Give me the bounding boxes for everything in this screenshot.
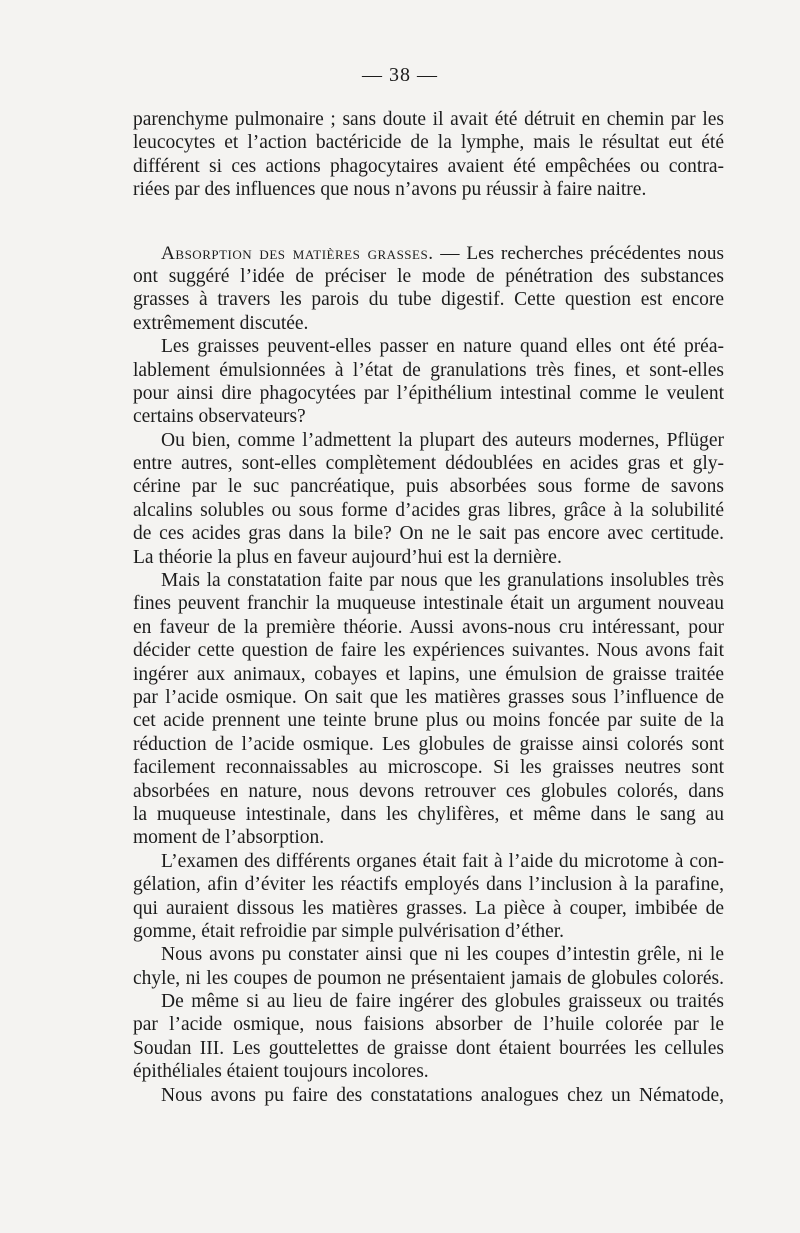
paragraph-7 (133, 990, 724, 1084)
section-absorption (133, 242, 724, 336)
text-line: Nous avons pu faire des constatations analogues chez un Nématode, (161, 1084, 724, 1106)
text-line: grasses à travers les parois du tube digestif. Cette question est encore (133, 289, 724, 311)
text-line: absorbées en nature, nous devons retrouver ces globules colorés, dans (133, 780, 724, 802)
text-line: cet acide prennent une teinte brune plus ou moins foncée par suite de la (133, 710, 724, 732)
text-line: gélation, afin d’éviter les réactifs employés dans l’inclusion à la parafine, (133, 874, 724, 896)
text-line: parenchyme pulmonaire ; sans doute il avait été détruit en chemin par les (133, 109, 724, 130)
paragraph-1 (133, 108, 724, 202)
text-line: leucocytes et l’action bactéricide de la lymphe, mais le résultat eut été (133, 132, 724, 154)
text-line: épithéliales étaient toujours incolores. (133, 1061, 429, 1083)
text-line: lablement émulsionnées à l’état de granulations très fines, et sont-elles (133, 359, 724, 381)
paragraph-5 (133, 850, 724, 944)
text-line: alcalins solubles ou sous forme d’acides gras libres, grâce à la solubilité (133, 499, 724, 521)
paragraph-2 (133, 335, 724, 429)
text-line: La théorie la plus en faveur aujourd’hui est la dernière. (133, 546, 562, 568)
page-number: — 38 — (362, 64, 438, 86)
text-line: pour ainsi dire phagocytées par l’épithélium intestinal comme le veulent (133, 382, 724, 404)
section-heading: Absorption des matières grasses. (161, 242, 434, 264)
section-heading-rest: — Les recherches précédentes nous (433, 242, 724, 264)
text-line: riées par des influences que nous n’avons pu réussir à faire naitre. (133, 179, 647, 201)
text-line: moment de l’absorption. (133, 827, 325, 849)
text-line: décider cette question de faire les expériences suivantes. Nous avons fait (133, 640, 724, 662)
text-line: différent si ces actions phagocytaires avaient été empêchées ou contra- (133, 155, 724, 177)
text-line: ingérer aux animaux, cobayes et lapins, une émulsion de graisse traitée (133, 663, 724, 685)
paragraph-6 (133, 943, 724, 990)
paragraph-3 (133, 429, 724, 569)
section-heading-line (133, 242, 724, 265)
text-line: extrêmement discutée. (133, 312, 309, 334)
text-line: De même si au lieu de faire ingérer des globules graisseux ou traités (161, 991, 724, 1013)
text-line: Ou bien, comme l’admettent la plupart des auteurs modernes, Pflüger (161, 429, 724, 451)
text-line: L’examen des différents organes était fait à l’aide du microtome à con- (161, 850, 724, 872)
text-line: entre autres, sont-elles complètement dédoublées en acides gras et gly- (133, 453, 724, 475)
text-line: fines peuvent franchir la muqueuse intestinale était un argument nouveau (133, 593, 724, 615)
text-line: qui auraient dissous les matières grasses. La pièce à couper, imbibée de (133, 897, 724, 919)
text-line: gomme, était refroidie par simple pulvérisation d’éther. (133, 920, 565, 942)
text-line: chyle, ni les coupes de poumon ne présentaient jamais de globules colorés. (133, 967, 724, 989)
text-line: Nous avons pu constater ainsi que ni les coupes d’intestin grêle, ni le (161, 944, 724, 966)
text-line: ont suggéré l’idée de préciser le mode de pénétration des substances (133, 265, 724, 287)
paragraph-4 (133, 569, 724, 850)
text-line: facilement reconnaissables au microscope. Si les graisses neutres sont (133, 757, 724, 779)
paragraph-8 (133, 1084, 724, 1107)
body-text (133, 108, 724, 1107)
text-line: Soudan III. Les gouttelettes de graisse dont étaient bourrées les cellules (133, 1037, 724, 1059)
text-line: la muqueuse intestinale, dans les chylifères, et même dans le sang au (133, 803, 724, 825)
text-line: Mais la constatation faite par nous que les granulations insolubles très (161, 570, 724, 592)
text-line: cérine par le suc pancréatique, puis absorbées sous forme de savons (133, 476, 724, 498)
text-line: par l’acide osmique. On sait que les matières grasses sous l’influence de (133, 686, 724, 708)
text-line: réduction de l’acide osmique. Les globules de graisse ainsi colorés sont (133, 733, 724, 755)
text-line: de ces acides gras dans la bile? On ne le sait pas encore avec certitude. (133, 523, 724, 545)
text-line: en faveur de la première théorie. Aussi avons-nous cru intéressant, pour (133, 616, 724, 638)
text-line: par l’acide osmique, nous faisions absorber de l’huile colorée par le (133, 1014, 724, 1036)
text-line: Les graisses peuvent-elles passer en nature quand elles ont été préa- (161, 336, 724, 358)
text-line: certains observateurs? (133, 406, 306, 428)
